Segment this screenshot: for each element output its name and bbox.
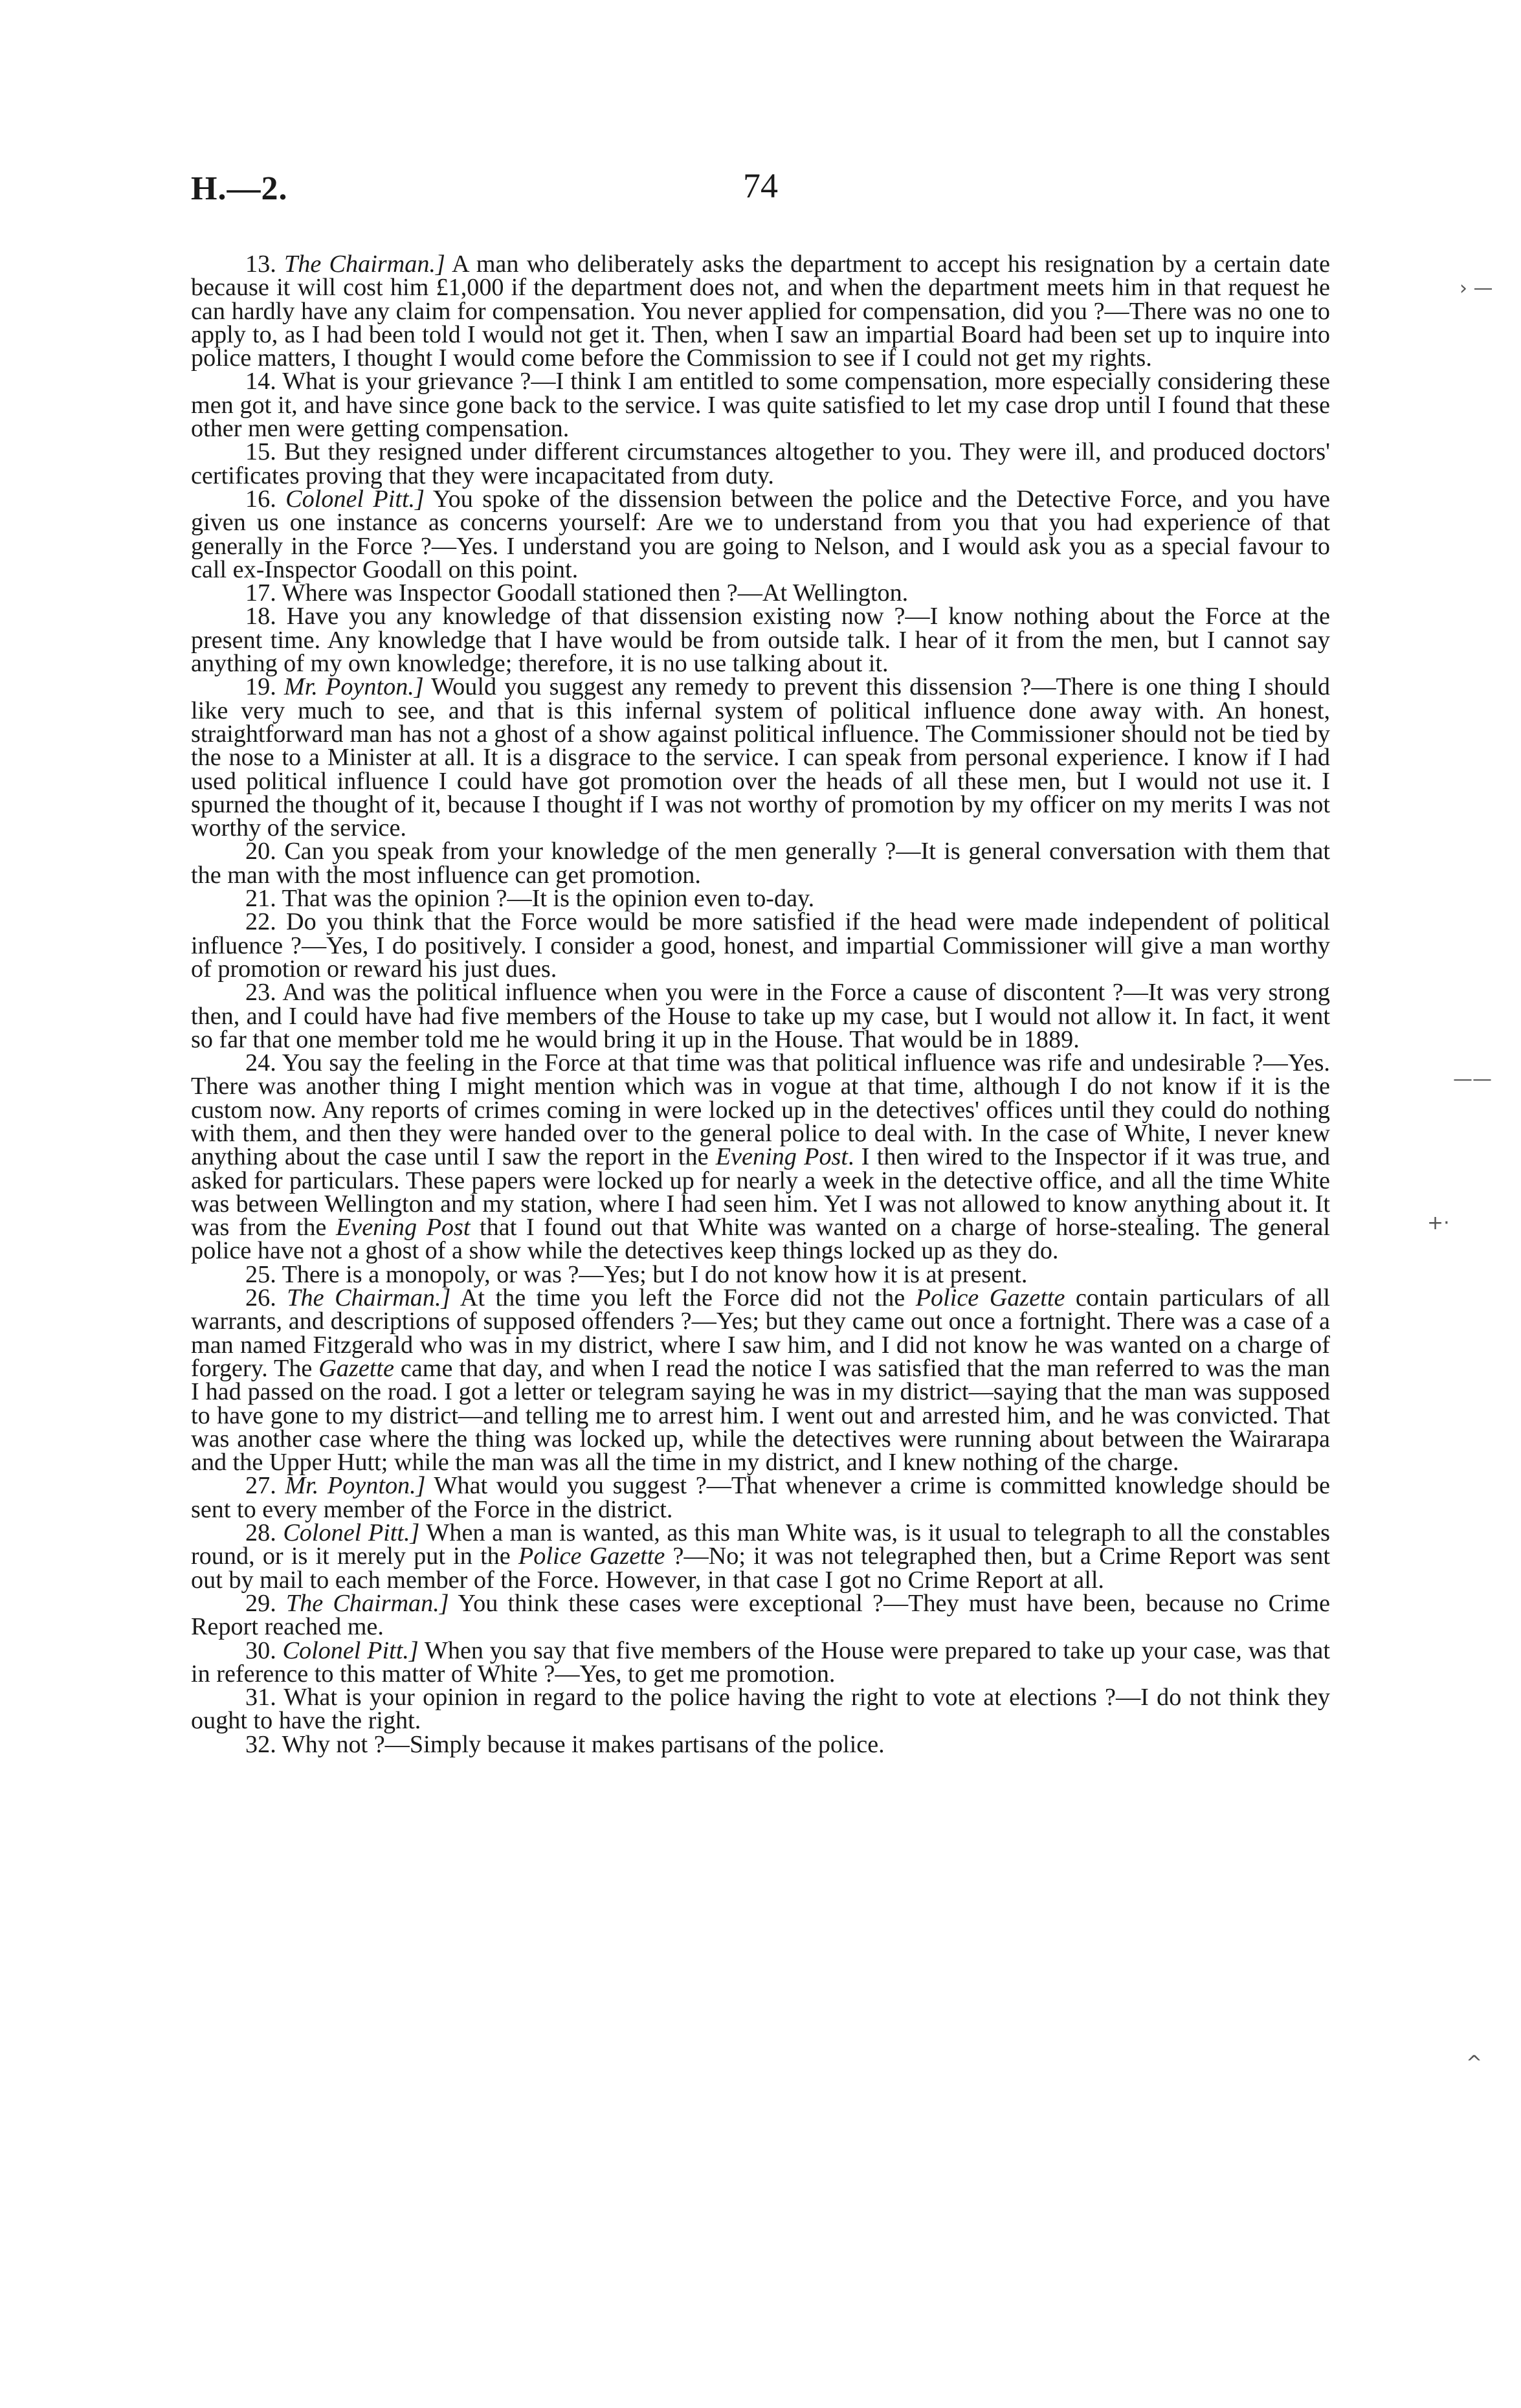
- paragraph-text: There is a monopoly, or was ?—Yes; but I do not know how it is at present.: [282, 1260, 1028, 1288]
- paragraph: [191, 910, 1330, 981]
- paragraph-text: You spoke of the dissension between the police and the Detective Force, and you have given us one instance as concerns yourself: Are we to understand from you that you had experience of that generally in the Force ?—Yes. I understand you are going to Nelson, and I would ask you as a special favour to call ex-Inspector Goodall on this point.: [191, 485, 1330, 583]
- margin-mark: ^: [1466, 2052, 1483, 2075]
- paragraph-text: A man who deliberately asks the department to accept his resignation by a certain date because it will cost him £1,000 if the department does not, and when the department meets him in that request he can hardly have any claim for compensation. You never applied for compensation, did you ?—There was no one to apply to, as I had been told I would not get it. Then, when I saw an impartial Board had been set up to inquire into police matters, I thought I would come before the Commission to see if I could not get my rights.: [191, 251, 1330, 372]
- question-number: 30.: [245, 1636, 276, 1664]
- question-number: 22.: [245, 908, 276, 936]
- question-number: 28.: [245, 1519, 276, 1547]
- paragraph: [191, 487, 1330, 581]
- page-header: [191, 166, 1330, 221]
- paragraph: [191, 1260, 1330, 1288]
- question-number: 29.: [245, 1589, 276, 1617]
- paragraph-text: What is your grievance ?—I think I am entitled to some compensation, more especially considering these men got it, and have since gone back to the service. I was quite satisfied to let my case drop until I found that these other men were getting compensation.: [191, 368, 1331, 443]
- question-number: 24.: [245, 1049, 276, 1077]
- paragraph: [191, 1474, 1330, 1521]
- paragraph-text: Where was Inspector Goodall stationed then ?—At Wellington.: [282, 579, 909, 607]
- paragraph: [191, 1521, 1330, 1592]
- speaker: Colonel Pitt.]: [282, 1636, 419, 1664]
- question-number: 19.: [245, 673, 276, 701]
- paragraph-text: Can you speak from your knowledge of the men generally ?—It is general conversation with them that the man with the most influence can get promotion.: [191, 838, 1330, 889]
- speaker: The Chairman.]: [284, 251, 445, 278]
- paragraph: [191, 1636, 1330, 1688]
- speaker: The Chairman.]: [285, 1589, 449, 1617]
- paragraph-text: But they resigned under different circumstances altogether to you. They were ill, and produced doctors' certificates proving that they were incapacitated from duty.: [191, 438, 1330, 489]
- paragraph-text: Have you any knowledge of that dissension existing now ?—I know nothing about the Force at the present time. Any knowledge that I have would be from outside talk. I hear of it from the men, but I cannot say anything of my own knowledge; therefore, it is no use talking about it.: [191, 603, 1331, 678]
- paragraph-text: And was the political influence when you were in the Force a cause of discontent ?—It was very strong then, and I could have had five members of the House to take up my case, but I would not allow it. In fact, it went so far that one member told me he would bring it up in the House. That would be in 1889.: [191, 979, 1330, 1053]
- paragraph: [191, 885, 1330, 913]
- question-number: 26.: [245, 1284, 276, 1312]
- paragraph: [191, 840, 1330, 887]
- paragraph: [191, 1051, 1330, 1263]
- paragraph: [191, 1686, 1330, 1733]
- paragraph-text: When a man is wanted, as this man White was, is it usual to telegraph to all the constables round, or is it merely put in the Police Gazette ?—No; it was not telegraphed then, but a Crime Report was sent out by mail to each member of the Force. However, in that case I got no Crime Report at all.: [191, 1519, 1330, 1594]
- paragraph-text: You think these cases were exceptional ?—They must have been, because no Crime Report reached me.: [191, 1589, 1330, 1641]
- paragraph: [191, 440, 1330, 487]
- page-number: 74: [743, 166, 778, 205]
- speaker: Mr. Poynton.]: [283, 673, 424, 701]
- question-number: 18.: [245, 603, 276, 630]
- margin-mark: › —: [1460, 277, 1493, 300]
- paragraph-text: At the time you left the Force did not the Police Gazette contain particulars of all warrants, and descriptions of supposed offenders ?—Yes; but they came out once a fortnight. There was a case of a man named Fitzgerald who was in my district, where I saw him, and I did not know he was wanted on a charge of forgery. The Gazette came that day, and when I read the notice I was satisfied that the man referred to was the man I had passed on the road. I got a letter or telegram saying he was in my district—saying that the man was supposed to have gone to my district—and telling me to arrest him. I went out and arrested him, and he was convicted. That was another case where the thing was locked up, while the detectives were running about between the Wairarapa and the Upper Hutt; while the man was all the time in my district, and I knew nothing of the charge.: [191, 1284, 1331, 1477]
- question-number: 27.: [245, 1472, 276, 1500]
- question-number: 13.: [245, 251, 276, 278]
- paragraph: [191, 1589, 1330, 1641]
- paragraph: [191, 581, 1330, 605]
- question-number: 20.: [245, 838, 276, 865]
- paragraph-text: Why not ?—Simply because it makes partisans of the police.: [282, 1730, 885, 1758]
- paragraph: [191, 603, 1331, 678]
- margin-mark: ——: [1453, 1068, 1492, 1091]
- paragraph: [191, 981, 1330, 1051]
- question-number: 25.: [245, 1260, 276, 1288]
- paragraph: [191, 368, 1331, 443]
- question-number: 15.: [245, 438, 276, 466]
- question-number: 17.: [245, 579, 276, 607]
- document-reference: H.—2.: [191, 170, 288, 207]
- speaker: Mr. Poynton.]: [285, 1472, 426, 1500]
- question-number: 23.: [245, 979, 276, 1007]
- document-body: [191, 252, 1330, 1756]
- question-number: 14.: [245, 368, 276, 396]
- question-number: 21.: [245, 885, 276, 913]
- paragraph-text: That was the opinion ?—It is the opinion even to-day.: [282, 885, 815, 913]
- question-number: 16.: [245, 485, 276, 513]
- paragraph-text: Do you think that the Force would be more satisfied if the head were made independent of political influence ?—Yes, I do positively. I consider a good, honest, and impartial Commissioner will give a man worthy of promotion or reward his just dues.: [191, 908, 1330, 983]
- paragraph: [191, 252, 1330, 370]
- question-number: 31.: [245, 1684, 276, 1711]
- paragraph-text: Would you suggest any remedy to prevent this dissension ?—There is one thing I should like very much to see, and that is this infernal system of political influence done away with. An honest, straightforward man has not a ghost of a show against political influence. The Commissioner should not be tied by the nose to a Minister at all. It is a disgrace to the service. I can speak from personal experience. I know if I had used political influence I could have got promotion over the heads of all these men, but I would not use it. I spurned the thought of it, because I thought if I was not worthy of promotion by my officer on my merits I was not worthy of the service.: [191, 673, 1331, 842]
- paragraph: [191, 675, 1330, 840]
- paragraph-text: What would you suggest ?—That whenever a crime is committed knowledge should be sent to every member of the Force in the district.: [191, 1472, 1330, 1523]
- paragraph-text: You say the feeling in the Force at that time was that political influence was rife and undesirable ?—Yes. There was another thing I might mention which was in vogue at that time, although I do not know if it is the custom now. Any reports of crimes coming in were locked up in the detectives' offices until they could do nothing with them, and then they were handed over to the general police to deal with. In the case of White, I never knew anything about the case until I saw the report in the Evening Post. I then wired to the Inspector if it was true, and asked for particulars. These papers were locked up for nearly a week in the detective office, and all the time White was between Wellington and my station, where I had seen him. Yet I was not allowed to know anything about it. It was from the Evening Post that I found out that White was wanted on a charge of horse-stealing. The general police have not a ghost of a show while the detectives keep things locked up as they do.: [191, 1049, 1331, 1265]
- paragraph-text: When you say that five members of the House were prepared to take up your case, was that in reference to this matter of White ?—Yes, to get me promotion.: [191, 1636, 1330, 1688]
- paragraph-text: What is your opinion in regard to the police having the right to vote at elections ?—I do not think they ought to have the right.: [191, 1684, 1331, 1735]
- speaker: Colonel Pitt.]: [283, 1519, 420, 1547]
- speaker: The Chairman.]: [287, 1284, 451, 1312]
- question-number: 32.: [245, 1730, 276, 1758]
- margin-mark: +·: [1427, 1212, 1450, 1234]
- speaker: Colonel Pitt.]: [285, 485, 425, 513]
- paragraph: [191, 1284, 1331, 1477]
- paragraph: [191, 1730, 1330, 1758]
